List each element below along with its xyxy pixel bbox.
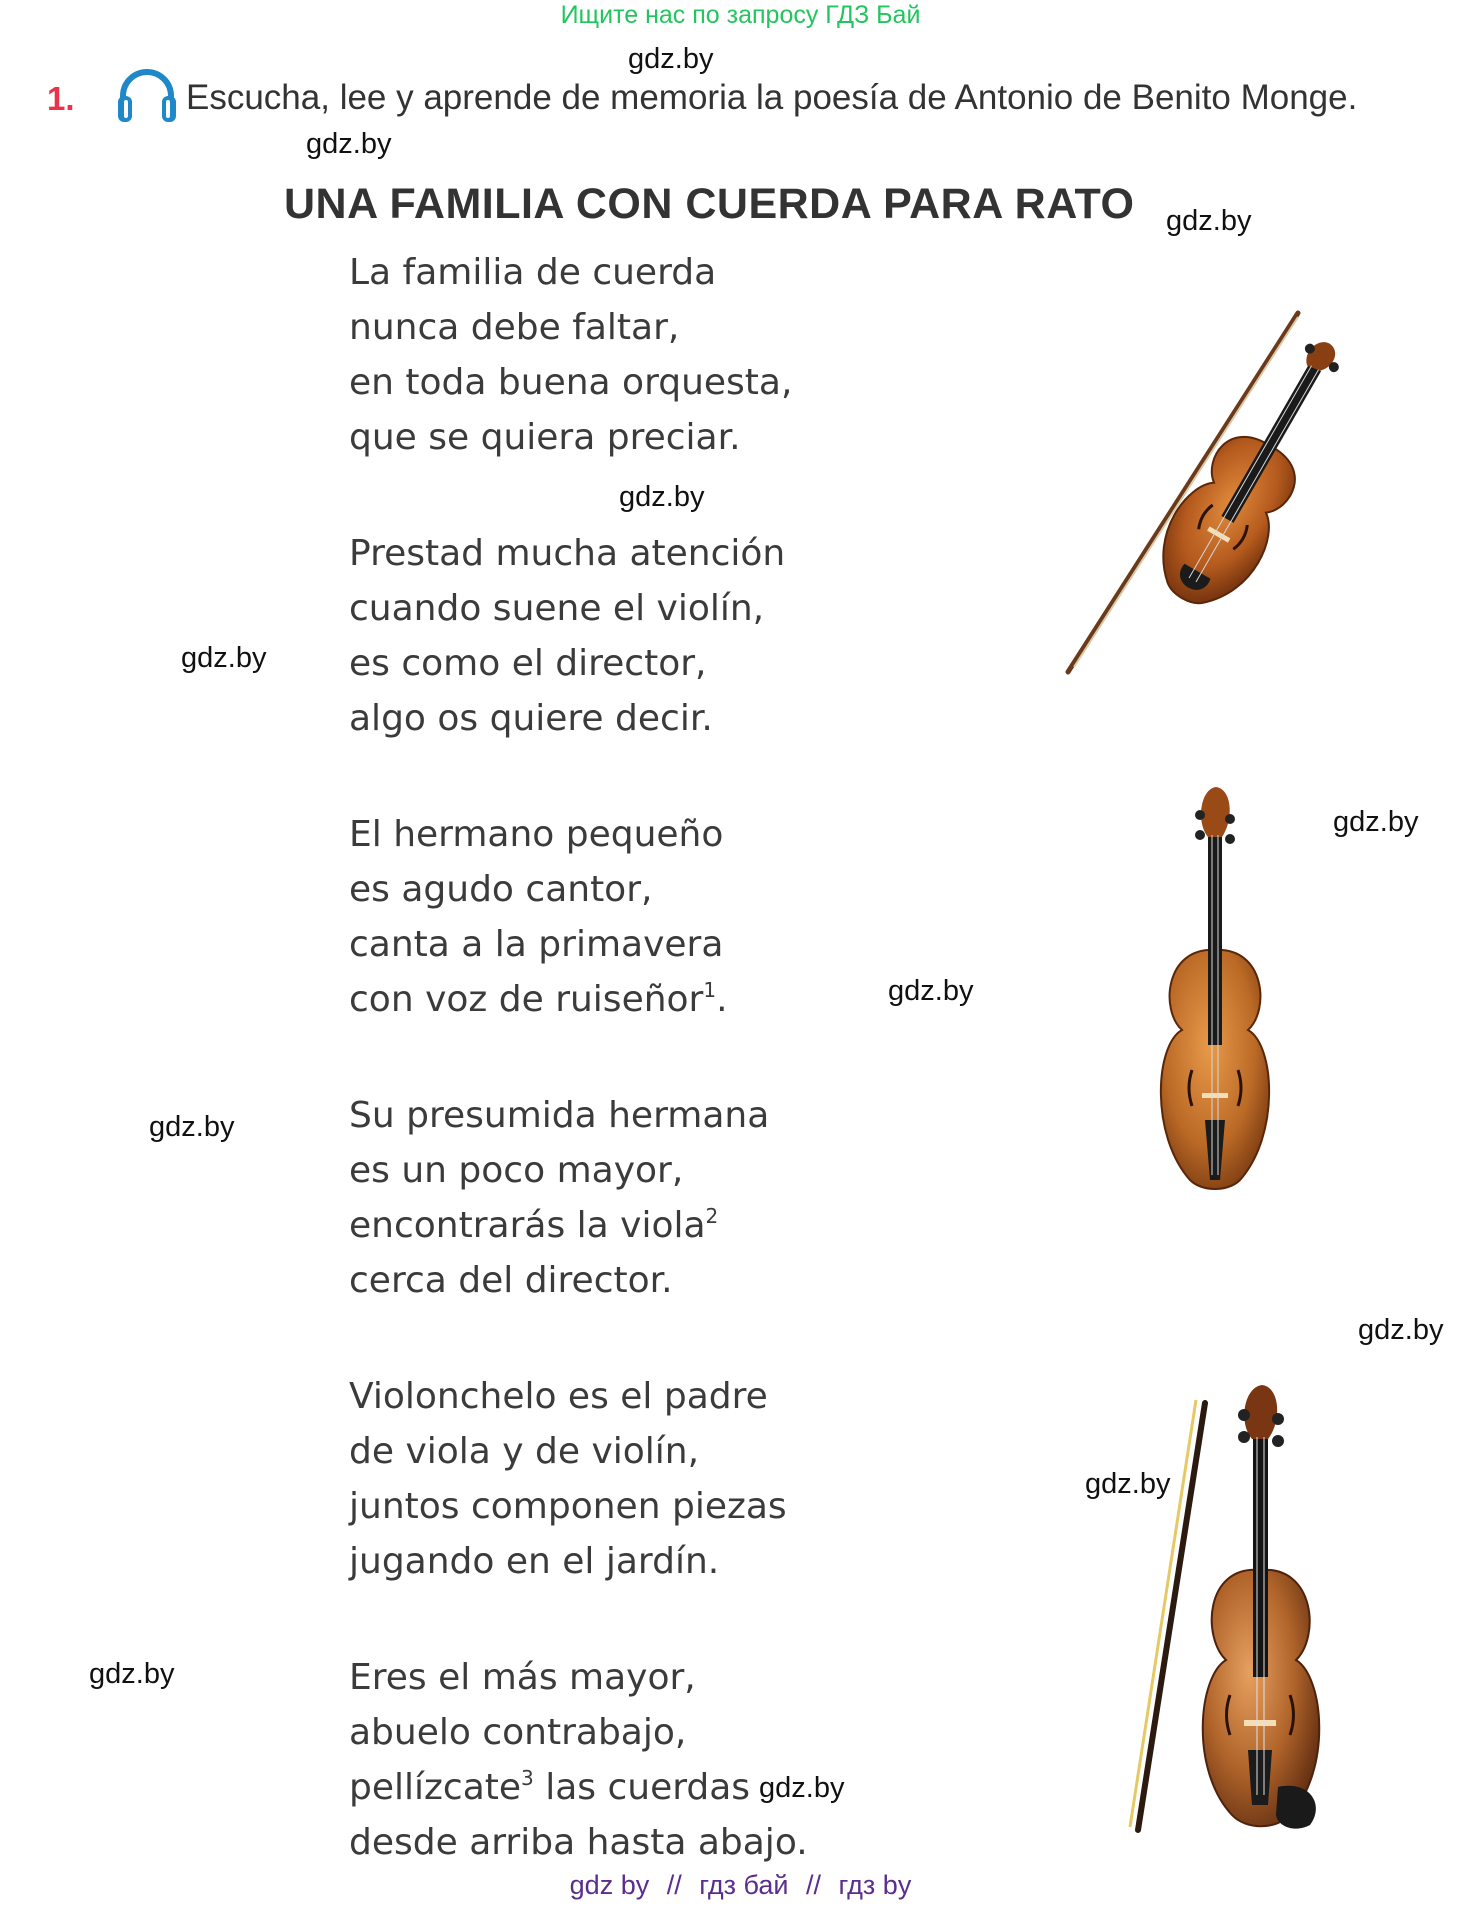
poem-line: en toda buena orquesta, [349, 362, 793, 403]
footnote-marker: 1 [703, 978, 717, 1002]
poem-line [349, 1760, 808, 1815]
poem-line: que se quiera preciar. [349, 417, 741, 458]
poem-stanza [349, 807, 728, 1027]
poem-stanza [349, 245, 792, 465]
top-banner: Ищите нас по запросу ГДЗ Бай [560, 1, 921, 29]
watermark: gdz.by [888, 975, 974, 1007]
poem-line-text: encontrarás la viola [349, 1205, 706, 1246]
poem-line: Su presumida hermana [349, 1095, 770, 1136]
watermark: gdz.by [89, 1658, 175, 1690]
poem-line: Prestad mucha atención [349, 533, 786, 574]
poem-line: canta a la primavera [349, 924, 724, 965]
footer-separator: // [666, 1870, 682, 1900]
violin-with-bow-image [1060, 305, 1380, 685]
poem-line [349, 972, 728, 1027]
poem-stanza [349, 1650, 808, 1870]
watermark: gdz.by [1085, 1468, 1171, 1500]
violin-with-bow-image [1110, 1375, 1350, 1845]
poem-stanza [349, 1088, 769, 1308]
exercise-number: 1. [47, 80, 75, 117]
poem-line: Violonchelo es el padre [349, 1376, 768, 1417]
poem-title: UNA FAMILIA CON CUERDA PARA RATO [284, 180, 1135, 228]
poem-line: nunca debe faltar, [349, 307, 680, 348]
poem-line-text: con voz de ruiseñor [349, 979, 704, 1020]
poem-line: abuelo contrabajo, [349, 1712, 687, 1753]
poem-line: La familia de cuerda [349, 252, 717, 293]
exercise-instruction: Escucha, lee y aprende de memoria la poesía de Antonio de Benito Monge. [186, 78, 1358, 117]
watermark: gdz.by [149, 1111, 235, 1143]
poem-line: desde arriba hasta abajo. [349, 1822, 808, 1863]
poem-line: juntos componen piezas [349, 1486, 787, 1527]
watermark: gdz.by [1333, 806, 1419, 838]
poem-line [349, 1198, 769, 1253]
watermark: gdz.by [759, 1772, 845, 1804]
footnote-marker: 3 [521, 1766, 534, 1790]
poem-line-text: . [716, 979, 728, 1020]
poem-line: algo os quiere decir. [349, 698, 713, 739]
watermark: gdz.by [619, 481, 705, 513]
watermark: gdz.by [1166, 205, 1252, 237]
footer-links [0, 1870, 1481, 1901]
poem-stanza [349, 526, 785, 746]
violin-image [1130, 775, 1300, 1210]
watermark: gdz.by [181, 642, 267, 674]
poem-line: cerca del director. [349, 1260, 673, 1301]
headphones-icon[interactable] [116, 66, 178, 124]
poem-line: Eres el más mayor, [349, 1657, 696, 1698]
poem-line-text: pellízcate [349, 1767, 522, 1808]
watermark: gdz.by [306, 128, 392, 160]
poem-line: cuando suene el violín, [349, 588, 765, 629]
watermark: gdz.by [628, 43, 714, 75]
poem-line: es como el director, [349, 643, 707, 684]
poem-line: es un poco mayor, [349, 1150, 684, 1191]
poem-line: es agudo cantor, [349, 869, 653, 910]
poem-line: de viola y de violín, [349, 1431, 700, 1472]
footer-link[interactable]: гдз by [838, 1870, 912, 1900]
footer-separator: // [806, 1870, 822, 1900]
watermark: gdz.by [1358, 1314, 1444, 1346]
footer-link[interactable]: gdz by [569, 1870, 650, 1900]
poem-line: jugando en el jardín. [349, 1541, 720, 1582]
footnote-marker: 2 [705, 1204, 719, 1228]
poem-line-text: las cuerdas [533, 1767, 751, 1808]
poem-stanza [349, 1369, 787, 1589]
footer-link[interactable]: гдз бай [699, 1870, 789, 1900]
poem-line: El hermano pequeño [349, 814, 724, 855]
